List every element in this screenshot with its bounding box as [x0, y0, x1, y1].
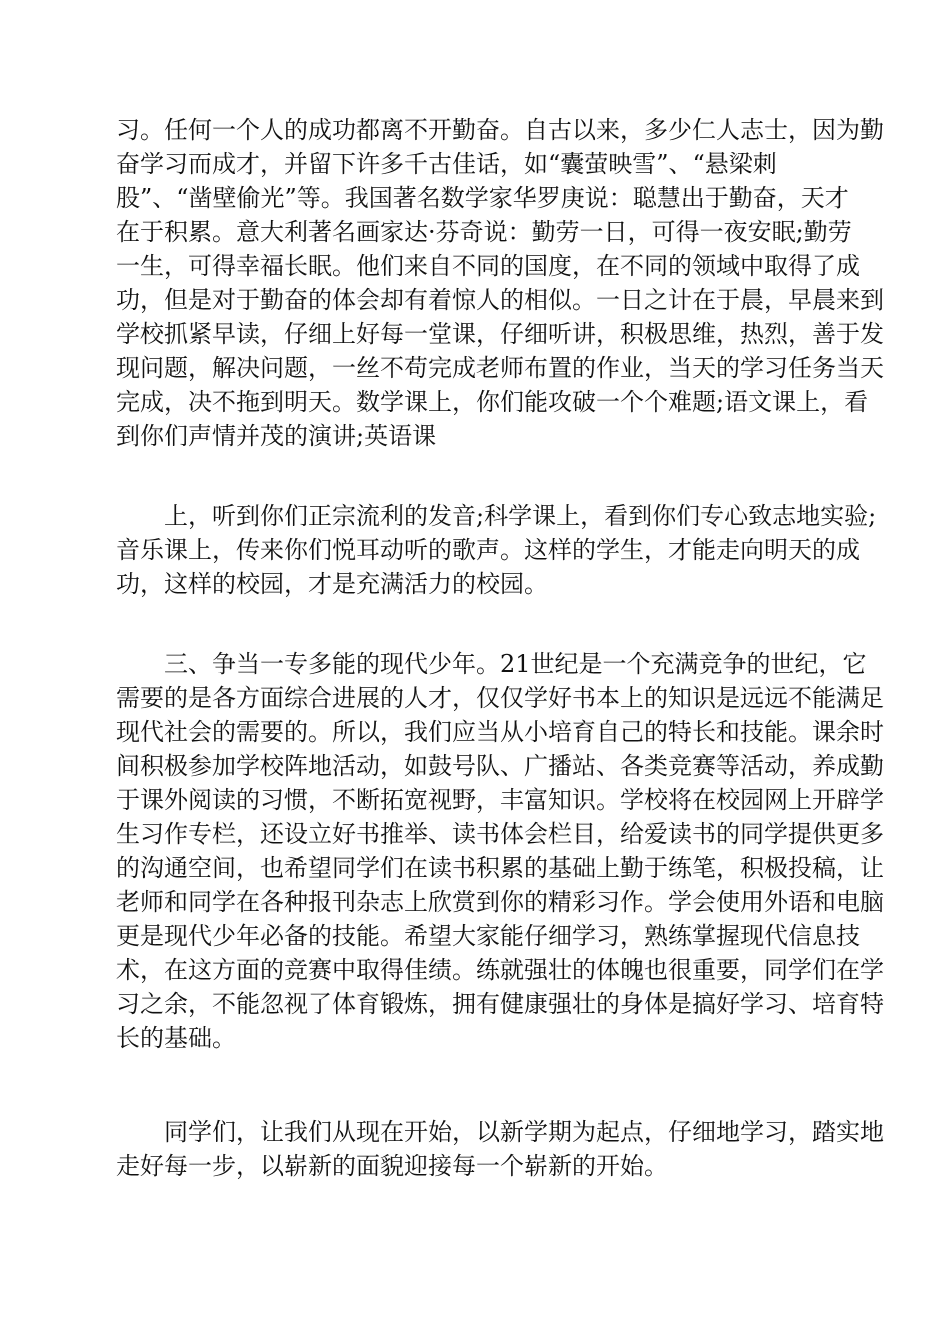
text-line: 一生，可得幸福长眠。他们来自不同的国度，在不同的领域中取得了成: [116, 252, 860, 280]
text-line: 在于积累。意大利著名画家达·芬奇说：勤劳一日，可得一夜安眠;勤劳: [116, 218, 852, 246]
text-line: 习。任何一个人的成功都离不开勤奋。自古以来，多少仁人志士，因为勤: [116, 116, 884, 144]
text-line: 功，但是对于勤奋的体会却有着惊人的相似。一日之计在于晨，早晨来到: [116, 286, 884, 314]
text-line: 上，听到你们正宗流利的发音;科学课上，看到你们专心致志地实验;: [164, 502, 877, 530]
text-line: 习之余，不能忽视了体育锻炼，拥有健康强壮的身体是搞好学习、培育特: [116, 990, 884, 1018]
text-line: 间积极参加学校阵地活动，如鼓号队、广播站、各类竞赛等活动，养成勤: [116, 752, 884, 780]
text-line: 同学们，让我们从现在开始，以新学期为起点，仔细地学习，踏实地: [164, 1118, 884, 1146]
text-line: 音乐课上，传来你们悦耳动听的歌声。这样的学生，才能走向明天的成: [116, 536, 860, 564]
text-line: 完成，决不拖到明天。数学课上，你们能攻破一个个难题;语文课上，看: [116, 388, 869, 416]
text-line: 现问题，解决问题，一丝不苟完成老师布置的作业，当天的学习任务当天: [116, 354, 884, 382]
text-line: 股”、“凿壁偷光”等。我国著名数学家华罗庚说：聪慧出于勤奋，天才: [116, 184, 849, 212]
text-line: 生习作专栏，还设立好书推举、读书体会栏目，给爱读书的同学提供更多: [116, 820, 884, 848]
text-line: 功，这样的校园，才是充满活力的校园。: [116, 570, 548, 598]
text-line: 奋学习而成才，并留下许多千古佳话，如“囊萤映雪”、“悬梁刺: [116, 150, 777, 178]
text-line: 需要的是各方面综合进展的人才，仅仅学好书本上的知识是远远不能满足: [116, 684, 884, 712]
text-line: 走好每一步，以崭新的面貌迎接每一个崭新的开始。: [116, 1152, 668, 1180]
text-line: 的沟通空间，也希望同学们在读书积累的基础上勤于练笔，积极投稿，让: [116, 854, 884, 882]
text-line: 现代社会的需要的。所以，我们应当从小培育自己的特长和技能。课余时: [116, 718, 884, 746]
text-line: 长的基础。: [116, 1024, 236, 1052]
text-line: 老师和同学在各种报刊杂志上欣赏到你的精彩习作。学会使用外语和电脑: [116, 888, 884, 916]
text-line: 于课外阅读的习惯，不断拓宽视野，丰富知识。学校将在校园网上开辟学: [116, 786, 884, 814]
text-line: 术，在这方面的竞赛中取得佳绩。练就强壮的体魄也很重要，同学们在学: [116, 956, 884, 984]
text-line: 更是现代少年必备的技能。希望大家能仔细学习，熟练掌握现代信息技: [116, 922, 860, 950]
text-line: 学校抓紧早读，仔细上好每一堂课，仔细听讲，积极思维，热烈，善于发: [116, 320, 884, 348]
text-line: 到你们声情并茂的演讲;英语课: [116, 422, 437, 450]
text-line: 三、争当一专多能的现代少年。21世纪是一个充满竞争的世纪，它: [164, 650, 867, 678]
